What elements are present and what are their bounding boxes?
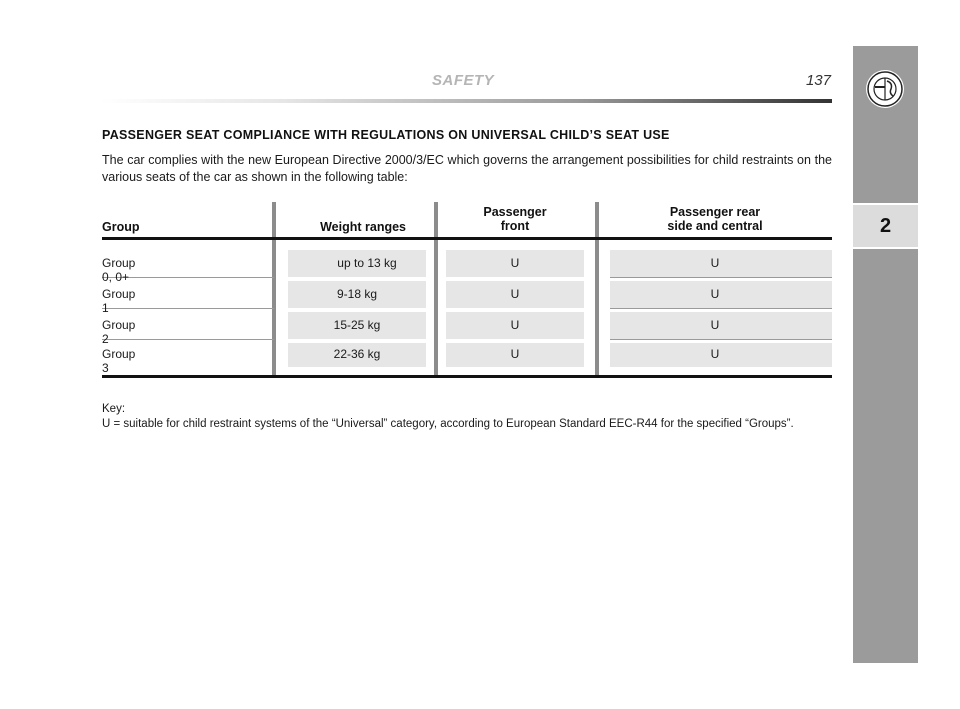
table-cell-rear: U (710, 318, 720, 332)
header-group: Group (102, 220, 140, 234)
intro-paragraph: The car complies with the new European Directive 2000/3/EC which governs the arrangement possibilities for child restraints on the various seats of the car as shown in the following table: (102, 153, 832, 184)
header-rule (102, 237, 832, 240)
section-heading: PASSENGER SEAT COMPLIANCE WITH REGULATIONS ON UNIVERSAL CHILD’S SEAT USE (102, 128, 670, 142)
column-separator (272, 202, 276, 375)
key-label: Key: (102, 403, 126, 415)
header-weight: Weight ranges (320, 220, 406, 234)
header-passenger-front (440, 205, 590, 233)
table-cell-group: Group 0, 0+ (102, 256, 136, 284)
table-cell-weight: up to 13 kg (337, 256, 397, 270)
chapter-side-tab (853, 46, 918, 663)
table-cell-front: U (510, 287, 520, 301)
header-passenger-rear-line1: Passenger rear (669, 205, 761, 219)
alfa-romeo-badge-icon (866, 70, 904, 108)
row-divider (610, 277, 832, 278)
table-cell-front: U (510, 318, 520, 332)
table-cell-group: Group 1 (102, 287, 136, 315)
row-divider (610, 308, 832, 309)
table-bottom-rule (102, 375, 832, 378)
table-cell-weight: 15-25 kg (333, 318, 381, 332)
row-divider (610, 339, 832, 340)
table-cell-weight: 22-36 kg (333, 347, 381, 361)
table-cell-front: U (510, 256, 520, 270)
header-divider (100, 99, 832, 103)
section-title: SAFETY (432, 72, 495, 89)
table-cell-front: U (510, 347, 520, 361)
table-cell-group: Group 2 (102, 318, 136, 346)
header-passenger-front-line2: front (500, 219, 530, 233)
column-separator (434, 202, 438, 375)
table-cell-rear: U (710, 256, 720, 270)
chapter-number-tab[interactable]: 2 (853, 203, 918, 249)
header-passenger-rear-line2: side and central (667, 219, 763, 233)
page-number: 137 (805, 72, 831, 89)
table-cell-rear: U (710, 287, 720, 301)
table-cell-rear: U (710, 347, 720, 361)
column-separator (595, 202, 599, 375)
table-key (102, 402, 794, 432)
header-passenger-front-line1: Passenger (483, 205, 547, 219)
header-passenger-rear (602, 205, 828, 233)
table-cell-group: Group 3 (102, 347, 136, 375)
key-text: U = suitable for child restraint systems of the “Universal” category, according to European Standard EEC-R44 for the specified “Groups”. (102, 418, 794, 430)
table-cell-weight: 9-18 kg (336, 287, 378, 301)
